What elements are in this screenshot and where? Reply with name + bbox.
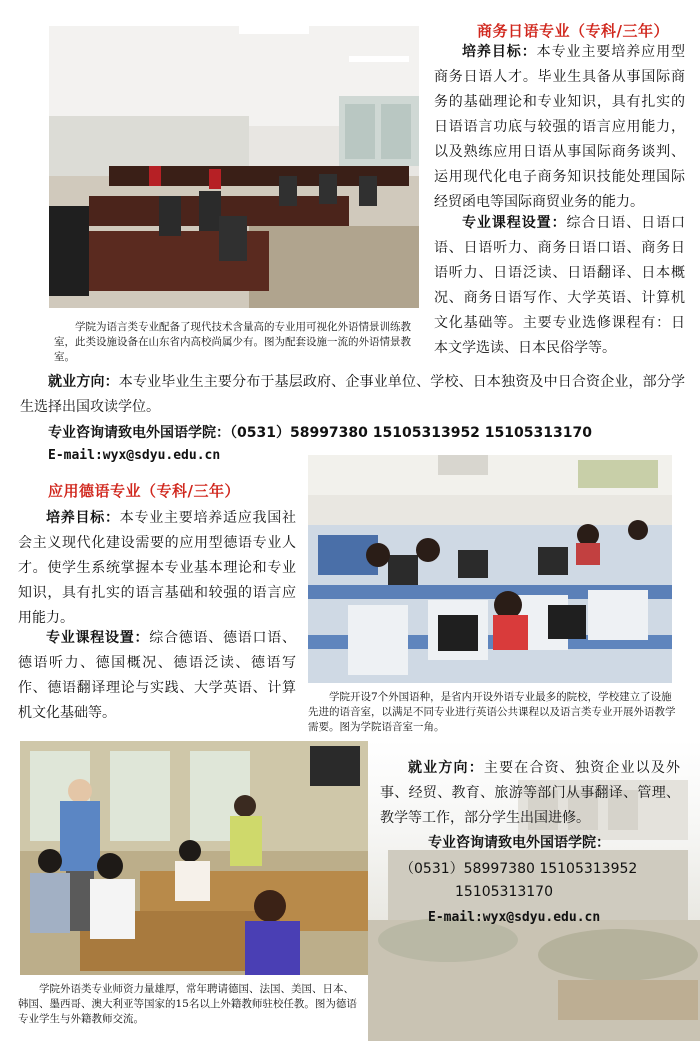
goal-label: 培养目标： — [462, 44, 537, 60]
applied-german-contact-numbers-2: 15105313170 — [455, 884, 553, 900]
business-japanese-goal — [434, 40, 685, 215]
multimedia-classroom-photo — [49, 26, 419, 308]
applied-german-contact-numbers: （0531）58997380 15105313952 — [400, 861, 638, 877]
employment-label: 就业方向： — [48, 374, 119, 390]
applied-german-contact-label: 专业咨询请致电外国语学院： — [428, 835, 610, 851]
photo3-caption: 学院外语类专业师资力量雄厚，常年聘请德国、法国、美国、日本、韩国、墨西哥、澳大利亚等国家的15名以上外籍教师驻校任教。图为德语专业学生与外籍教师交流。 — [18, 983, 357, 1025]
language-lab-photo — [308, 455, 672, 683]
business-japanese-courses — [434, 211, 685, 361]
applied-german-title: 应用德语专业（专科/三年） — [48, 482, 240, 500]
employment-text: 主要在合资、独资企业以及外事、经贸、教育、旅游等部门从事翻译、管理、教学等工作，部分学生出国进修。 — [380, 760, 681, 826]
business-japanese-contact: 专业咨询请致电外国语学院：（0531）58997380 15105313952 15105313170 — [48, 425, 592, 441]
business-japanese-title: 商务日语专业（专科/三年） — [477, 22, 669, 40]
goal-text: 本专业主要培养适应我国社会主义现代化建设需要的应用型德语专业人才。使学生系统掌握本专业基本理论和专业知识，具有扎实的语言基础和较强的语言应用能力。 — [18, 510, 296, 626]
courses-label: 专业课程设置： — [462, 215, 567, 231]
employment-label: 就业方向： — [408, 760, 484, 776]
business-japanese-email[interactable]: E-mail:wyx@sdyu.edu.cn — [48, 448, 221, 463]
photo1-caption: 学院为语言类专业配备了现代技术含量高的专业用可视化外语情景训练教室，此类设施设备在山东省内高校尚属少有。图为配套设施一流的外语情景教室。 — [54, 321, 411, 363]
applied-german-courses — [18, 626, 296, 726]
applied-german-employment — [380, 756, 680, 831]
courses-text: 综合日语、日语口语、日语听力、商务日语口语、商务日语听力、日语泛读、日语翻译、日本概况、商务日语写作、大学英语、计算机文化基础等。主要专业选修课程有：日本文学选读、日本民俗学等。 — [434, 215, 685, 356]
applied-german-goal — [18, 506, 296, 631]
courses-label: 专业课程设置： — [46, 630, 150, 646]
photo2-caption: 学院开设7个外国语种，是省内开设外语专业最多的院校，学校建立了设施先进的语音室，以满足不同专业进行英语公共课程以及语言类专业开展外语教学需要。图为学院语音室一角。 — [308, 691, 676, 733]
applied-german-email[interactable]: E-mail:wyx@sdyu.edu.cn — [428, 910, 601, 925]
students-with-foreign-teachers-photo — [20, 741, 368, 975]
goal-text: 本专业主要培养应用型商务日语人才。毕业生具备从事国际商务的基础理论和专业知识，具有扎实的日语语言功底与较强的语言应用能力，以及熟练应用日语从事国际商务谈判、运用现代化电子商务知识技能处理国际经贸函电等国际商贸业务的能力。 — [434, 44, 686, 210]
employment-text: 本专业毕业生主要分布于基层政府、企事业单位、学校、日本独资及中日合资企业，部分学生选择出国攻读学位。 — [20, 374, 685, 415]
goal-label: 培养目标： — [46, 510, 120, 526]
business-japanese-employment — [20, 370, 685, 420]
courses-text: 综合德语、德语口语、德语听力、德国概况、德语泛读、德语写作、德语翻译理论与实践、大学英语、计算机文化基础等。 — [18, 630, 296, 721]
